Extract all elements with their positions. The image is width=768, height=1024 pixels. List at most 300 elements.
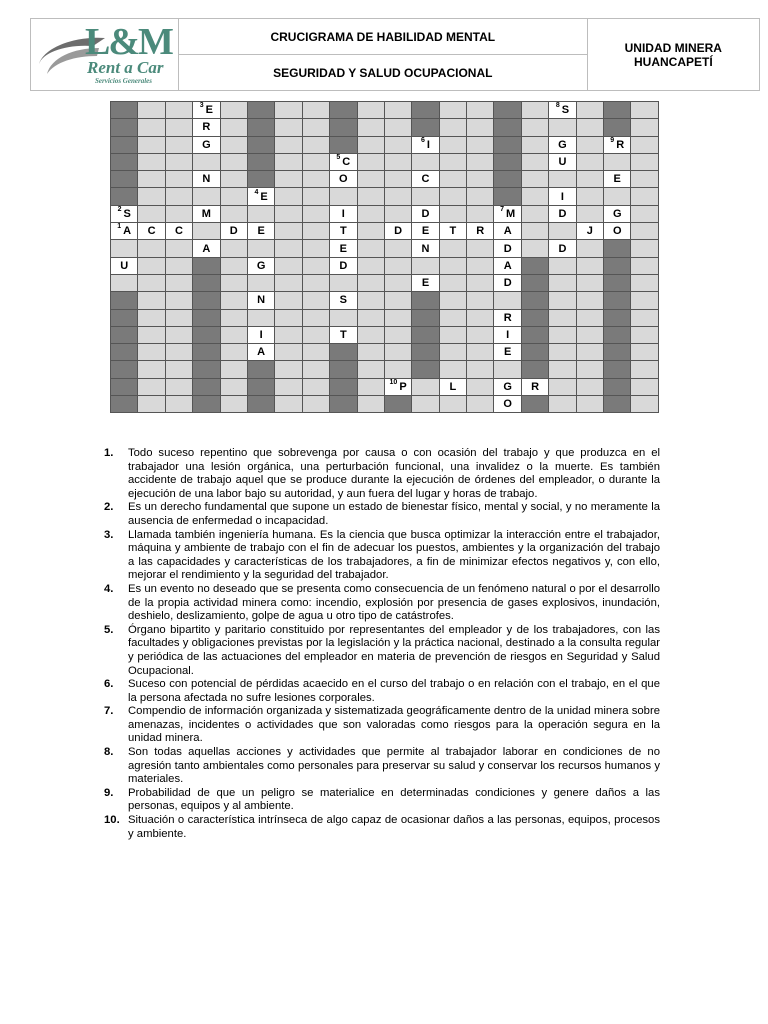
- empty-cell[interactable]: [193, 223, 220, 240]
- empty-cell[interactable]: [384, 119, 411, 136]
- empty-cell[interactable]: [302, 378, 329, 395]
- empty-cell[interactable]: [357, 396, 384, 413]
- empty-cell[interactable]: [302, 292, 329, 309]
- empty-cell[interactable]: [138, 205, 165, 222]
- empty-cell[interactable]: [494, 361, 521, 378]
- empty-cell[interactable]: [631, 188, 658, 205]
- empty-cell[interactable]: [275, 136, 302, 153]
- empty-cell[interactable]: [631, 171, 658, 188]
- empty-cell[interactable]: [467, 205, 494, 222]
- empty-cell[interactable]: [357, 188, 384, 205]
- letter-cell[interactable]: [138, 223, 165, 240]
- empty-cell[interactable]: [439, 188, 466, 205]
- empty-cell[interactable]: [138, 119, 165, 136]
- empty-cell[interactable]: [357, 171, 384, 188]
- empty-cell[interactable]: [384, 171, 411, 188]
- empty-cell[interactable]: [220, 240, 247, 257]
- empty-cell[interactable]: [412, 257, 439, 274]
- empty-cell[interactable]: [165, 309, 192, 326]
- empty-cell[interactable]: [412, 378, 439, 395]
- letter-cell[interactable]: [193, 102, 220, 119]
- letter-cell[interactable]: [193, 171, 220, 188]
- empty-cell[interactable]: [439, 171, 466, 188]
- empty-cell[interactable]: [357, 274, 384, 291]
- empty-cell[interactable]: [220, 292, 247, 309]
- empty-cell[interactable]: [165, 326, 192, 343]
- empty-cell[interactable]: [439, 292, 466, 309]
- empty-cell[interactable]: [138, 136, 165, 153]
- letter-cell[interactable]: [439, 378, 466, 395]
- letter-cell[interactable]: [412, 171, 439, 188]
- empty-cell[interactable]: [439, 119, 466, 136]
- empty-cell[interactable]: [138, 240, 165, 257]
- empty-cell[interactable]: [165, 240, 192, 257]
- empty-cell[interactable]: [247, 309, 274, 326]
- empty-cell[interactable]: [357, 153, 384, 170]
- empty-cell[interactable]: [549, 223, 576, 240]
- letter-cell[interactable]: [165, 223, 192, 240]
- letter-cell[interactable]: [494, 309, 521, 326]
- empty-cell[interactable]: [220, 205, 247, 222]
- empty-cell[interactable]: [165, 344, 192, 361]
- empty-cell[interactable]: [439, 274, 466, 291]
- empty-cell[interactable]: [631, 257, 658, 274]
- empty-cell[interactable]: [576, 378, 603, 395]
- empty-cell[interactable]: [220, 396, 247, 413]
- empty-cell[interactable]: [467, 119, 494, 136]
- letter-cell[interactable]: [412, 240, 439, 257]
- empty-cell[interactable]: [357, 361, 384, 378]
- empty-cell[interactable]: [631, 344, 658, 361]
- empty-cell[interactable]: [302, 188, 329, 205]
- empty-cell[interactable]: [138, 102, 165, 119]
- empty-cell[interactable]: [165, 119, 192, 136]
- empty-cell[interactable]: [138, 257, 165, 274]
- cell-letter: D: [394, 225, 403, 238]
- empty-cell[interactable]: [631, 102, 658, 119]
- empty-cell[interactable]: [275, 153, 302, 170]
- empty-cell[interactable]: [193, 188, 220, 205]
- empty-cell[interactable]: [576, 102, 603, 119]
- empty-cell[interactable]: [357, 136, 384, 153]
- empty-cell[interactable]: [220, 153, 247, 170]
- empty-cell[interactable]: [631, 378, 658, 395]
- empty-cell[interactable]: [357, 257, 384, 274]
- empty-cell[interactable]: [439, 396, 466, 413]
- empty-cell[interactable]: [220, 102, 247, 119]
- empty-cell[interactable]: [521, 223, 548, 240]
- empty-cell[interactable]: [165, 396, 192, 413]
- empty-cell[interactable]: [165, 171, 192, 188]
- empty-cell[interactable]: [220, 188, 247, 205]
- letter-cell[interactable]: [549, 136, 576, 153]
- letter-cell[interactable]: [494, 378, 521, 395]
- empty-cell[interactable]: [384, 344, 411, 361]
- empty-cell[interactable]: [631, 396, 658, 413]
- empty-cell[interactable]: [275, 205, 302, 222]
- empty-cell[interactable]: [247, 205, 274, 222]
- empty-cell[interactable]: [631, 361, 658, 378]
- empty-cell[interactable]: [384, 257, 411, 274]
- empty-cell[interactable]: [138, 274, 165, 291]
- letter-cell[interactable]: [111, 257, 138, 274]
- empty-cell[interactable]: [384, 205, 411, 222]
- empty-cell[interactable]: [467, 171, 494, 188]
- letter-cell[interactable]: [549, 188, 576, 205]
- letter-cell[interactable]: [521, 378, 548, 395]
- empty-cell[interactable]: [467, 188, 494, 205]
- empty-cell[interactable]: [439, 240, 466, 257]
- letter-cell[interactable]: [549, 205, 576, 222]
- empty-cell[interactable]: [576, 136, 603, 153]
- empty-cell[interactable]: [138, 361, 165, 378]
- empty-cell[interactable]: [165, 102, 192, 119]
- empty-cell[interactable]: [220, 361, 247, 378]
- empty-cell[interactable]: [384, 102, 411, 119]
- empty-cell[interactable]: [275, 361, 302, 378]
- empty-cell[interactable]: [357, 378, 384, 395]
- empty-cell[interactable]: [439, 326, 466, 343]
- empty-cell[interactable]: [111, 240, 138, 257]
- empty-cell[interactable]: [275, 223, 302, 240]
- empty-cell[interactable]: [220, 344, 247, 361]
- empty-cell[interactable]: [302, 257, 329, 274]
- empty-cell[interactable]: [467, 361, 494, 378]
- empty-cell[interactable]: [302, 153, 329, 170]
- clue-item-number: 5.: [104, 623, 114, 636]
- empty-cell[interactable]: [521, 205, 548, 222]
- empty-cell[interactable]: [302, 223, 329, 240]
- empty-cell[interactable]: [576, 396, 603, 413]
- empty-cell[interactable]: [357, 326, 384, 343]
- letter-cell[interactable]: [576, 223, 603, 240]
- letter-cell[interactable]: [549, 240, 576, 257]
- clue-list: [104, 447, 660, 841]
- letter-cell[interactable]: [604, 205, 631, 222]
- empty-cell[interactable]: [631, 223, 658, 240]
- empty-cell[interactable]: [138, 188, 165, 205]
- empty-cell[interactable]: [275, 257, 302, 274]
- letter-cell[interactable]: [494, 240, 521, 257]
- empty-cell[interactable]: [439, 344, 466, 361]
- letter-cell[interactable]: [193, 119, 220, 136]
- empty-cell[interactable]: [275, 188, 302, 205]
- empty-cell[interactable]: [357, 292, 384, 309]
- empty-cell[interactable]: [549, 274, 576, 291]
- letter-cell[interactable]: [604, 136, 631, 153]
- empty-cell[interactable]: [549, 257, 576, 274]
- empty-cell[interactable]: [138, 326, 165, 343]
- letter-cell[interactable]: [330, 223, 357, 240]
- empty-cell[interactable]: [275, 119, 302, 136]
- letter-cell[interactable]: [494, 344, 521, 361]
- empty-cell[interactable]: [220, 378, 247, 395]
- empty-cell[interactable]: [439, 102, 466, 119]
- empty-cell[interactable]: [467, 378, 494, 395]
- letter-cell[interactable]: [330, 257, 357, 274]
- empty-cell[interactable]: [165, 153, 192, 170]
- empty-cell[interactable]: [302, 309, 329, 326]
- empty-cell[interactable]: [357, 102, 384, 119]
- empty-cell[interactable]: [576, 257, 603, 274]
- empty-cell[interactable]: [220, 309, 247, 326]
- empty-cell[interactable]: [467, 292, 494, 309]
- letter-cell[interactable]: [330, 153, 357, 170]
- empty-cell[interactable]: [412, 396, 439, 413]
- empty-cell[interactable]: [467, 344, 494, 361]
- empty-cell[interactable]: [220, 274, 247, 291]
- empty-cell[interactable]: [247, 240, 274, 257]
- letter-cell[interactable]: [494, 274, 521, 291]
- empty-cell[interactable]: [576, 309, 603, 326]
- grid-row: [111, 344, 659, 361]
- empty-cell[interactable]: [165, 378, 192, 395]
- empty-cell[interactable]: [549, 119, 576, 136]
- empty-cell[interactable]: [631, 119, 658, 136]
- letter-cell[interactable]: [247, 188, 274, 205]
- empty-cell[interactable]: [384, 274, 411, 291]
- letter-cell[interactable]: [549, 102, 576, 119]
- empty-cell[interactable]: [631, 326, 658, 343]
- empty-cell[interactable]: [138, 344, 165, 361]
- empty-cell[interactable]: [302, 344, 329, 361]
- empty-cell[interactable]: [439, 257, 466, 274]
- letter-cell[interactable]: [412, 136, 439, 153]
- letter-cell[interactable]: [494, 205, 521, 222]
- empty-cell[interactable]: [357, 119, 384, 136]
- letter-cell[interactable]: [494, 326, 521, 343]
- empty-cell[interactable]: [330, 274, 357, 291]
- empty-cell[interactable]: [576, 292, 603, 309]
- cell-letter: E: [257, 225, 265, 238]
- letter-cell[interactable]: [412, 223, 439, 240]
- empty-cell[interactable]: [631, 153, 658, 170]
- empty-cell[interactable]: [412, 153, 439, 170]
- empty-cell[interactable]: [138, 292, 165, 309]
- empty-cell[interactable]: [165, 136, 192, 153]
- empty-cell[interactable]: [275, 344, 302, 361]
- empty-cell[interactable]: [549, 171, 576, 188]
- letter-cell[interactable]: [193, 136, 220, 153]
- empty-cell[interactable]: [275, 102, 302, 119]
- empty-cell[interactable]: [549, 326, 576, 343]
- letter-cell[interactable]: [604, 171, 631, 188]
- letter-cell[interactable]: [604, 223, 631, 240]
- empty-cell[interactable]: [302, 102, 329, 119]
- empty-cell[interactable]: [302, 274, 329, 291]
- letter-cell[interactable]: [193, 240, 220, 257]
- empty-cell[interactable]: [357, 205, 384, 222]
- empty-cell[interactable]: [275, 240, 302, 257]
- empty-cell[interactable]: [576, 188, 603, 205]
- empty-cell[interactable]: [631, 292, 658, 309]
- empty-cell[interactable]: [302, 171, 329, 188]
- empty-cell[interactable]: [576, 326, 603, 343]
- empty-cell[interactable]: [220, 171, 247, 188]
- empty-cell[interactable]: [576, 153, 603, 170]
- letter-cell[interactable]: [247, 344, 274, 361]
- empty-cell[interactable]: [384, 240, 411, 257]
- letter-cell[interactable]: [247, 257, 274, 274]
- empty-cell[interactable]: [384, 309, 411, 326]
- letter-cell[interactable]: [494, 396, 521, 413]
- empty-cell[interactable]: [576, 344, 603, 361]
- empty-cell[interactable]: [412, 188, 439, 205]
- letter-cell[interactable]: [412, 274, 439, 291]
- empty-cell[interactable]: [220, 257, 247, 274]
- empty-cell[interactable]: [631, 136, 658, 153]
- grid-row: [111, 396, 659, 413]
- empty-cell[interactable]: [604, 188, 631, 205]
- empty-cell[interactable]: [302, 361, 329, 378]
- empty-cell[interactable]: [576, 205, 603, 222]
- empty-cell[interactable]: [302, 205, 329, 222]
- blocked-cell: [494, 171, 521, 188]
- letter-cell[interactable]: [412, 205, 439, 222]
- letter-cell[interactable]: [111, 205, 138, 222]
- empty-cell[interactable]: [467, 274, 494, 291]
- clue-item: [104, 501, 660, 528]
- empty-cell[interactable]: [631, 274, 658, 291]
- empty-cell[interactable]: [275, 326, 302, 343]
- empty-cell[interactable]: [138, 396, 165, 413]
- empty-cell[interactable]: [467, 153, 494, 170]
- empty-cell[interactable]: [384, 292, 411, 309]
- cell-letter: O: [339, 173, 348, 186]
- empty-cell[interactable]: [357, 309, 384, 326]
- empty-cell[interactable]: [576, 361, 603, 378]
- empty-cell[interactable]: [604, 153, 631, 170]
- empty-cell[interactable]: [467, 257, 494, 274]
- empty-cell[interactable]: [384, 326, 411, 343]
- letter-cell[interactable]: [330, 240, 357, 257]
- letter-cell[interactable]: [494, 223, 521, 240]
- empty-cell[interactable]: [275, 396, 302, 413]
- empty-cell[interactable]: [549, 309, 576, 326]
- empty-cell[interactable]: [220, 136, 247, 153]
- letter-cell[interactable]: [384, 223, 411, 240]
- empty-cell[interactable]: [302, 326, 329, 343]
- empty-cell[interactable]: [576, 119, 603, 136]
- empty-cell[interactable]: [302, 396, 329, 413]
- letter-cell[interactable]: [549, 153, 576, 170]
- empty-cell[interactable]: [467, 396, 494, 413]
- empty-cell[interactable]: [467, 136, 494, 153]
- letter-cell[interactable]: [384, 378, 411, 395]
- empty-cell[interactable]: [138, 171, 165, 188]
- letter-cell[interactable]: [467, 223, 494, 240]
- letter-cell[interactable]: [247, 292, 274, 309]
- letter-cell[interactable]: [330, 326, 357, 343]
- empty-cell[interactable]: [631, 240, 658, 257]
- letter-cell[interactable]: [494, 257, 521, 274]
- empty-cell[interactable]: [138, 378, 165, 395]
- empty-cell[interactable]: [576, 171, 603, 188]
- empty-cell[interactable]: [521, 188, 548, 205]
- empty-cell[interactable]: [302, 136, 329, 153]
- empty-cell[interactable]: [302, 119, 329, 136]
- empty-cell[interactable]: [384, 136, 411, 153]
- empty-cell[interactable]: [521, 136, 548, 153]
- empty-cell[interactable]: [494, 292, 521, 309]
- empty-cell[interactable]: [549, 378, 576, 395]
- empty-cell[interactable]: [576, 240, 603, 257]
- letter-cell[interactable]: [220, 223, 247, 240]
- empty-cell[interactable]: [330, 309, 357, 326]
- empty-cell[interactable]: [467, 326, 494, 343]
- empty-cell[interactable]: [439, 205, 466, 222]
- empty-cell[interactable]: [439, 361, 466, 378]
- empty-cell[interactable]: [357, 240, 384, 257]
- letter-cell[interactable]: [247, 223, 274, 240]
- empty-cell[interactable]: [165, 205, 192, 222]
- empty-cell[interactable]: [275, 309, 302, 326]
- empty-cell[interactable]: [138, 309, 165, 326]
- letter-cell[interactable]: [439, 223, 466, 240]
- empty-cell[interactable]: [138, 153, 165, 170]
- empty-cell[interactable]: [576, 274, 603, 291]
- empty-cell[interactable]: [549, 361, 576, 378]
- empty-cell[interactable]: [275, 378, 302, 395]
- crossword-grid: [110, 101, 659, 413]
- letter-cell[interactable]: [111, 223, 138, 240]
- empty-cell[interactable]: [439, 153, 466, 170]
- empty-cell[interactable]: [275, 171, 302, 188]
- empty-cell[interactable]: [165, 361, 192, 378]
- empty-cell[interactable]: [220, 326, 247, 343]
- empty-cell[interactable]: [467, 102, 494, 119]
- letter-cell[interactable]: [193, 205, 220, 222]
- empty-cell[interactable]: [275, 274, 302, 291]
- empty-cell[interactable]: [521, 119, 548, 136]
- letter-cell[interactable]: [330, 205, 357, 222]
- empty-cell[interactable]: [521, 240, 548, 257]
- empty-cell[interactable]: [467, 240, 494, 257]
- empty-cell[interactable]: [275, 292, 302, 309]
- empty-cell[interactable]: [467, 309, 494, 326]
- empty-cell[interactable]: [521, 171, 548, 188]
- empty-cell[interactable]: [357, 223, 384, 240]
- empty-cell[interactable]: [384, 361, 411, 378]
- empty-cell[interactable]: [549, 292, 576, 309]
- empty-cell[interactable]: [631, 205, 658, 222]
- empty-cell[interactable]: [439, 309, 466, 326]
- empty-cell[interactable]: [384, 153, 411, 170]
- empty-cell[interactable]: [549, 344, 576, 361]
- empty-cell[interactable]: [165, 292, 192, 309]
- empty-cell[interactable]: [220, 119, 247, 136]
- empty-cell[interactable]: [384, 188, 411, 205]
- empty-cell[interactable]: [302, 240, 329, 257]
- empty-cell[interactable]: [111, 274, 138, 291]
- letter-cell[interactable]: [247, 326, 274, 343]
- empty-cell[interactable]: [330, 188, 357, 205]
- empty-cell[interactable]: [521, 153, 548, 170]
- empty-cell[interactable]: [549, 396, 576, 413]
- letter-cell[interactable]: [330, 171, 357, 188]
- empty-cell[interactable]: [521, 102, 548, 119]
- empty-cell[interactable]: [165, 257, 192, 274]
- empty-cell[interactable]: [357, 344, 384, 361]
- empty-cell[interactable]: [439, 136, 466, 153]
- empty-cell[interactable]: [247, 274, 274, 291]
- empty-cell[interactable]: [193, 153, 220, 170]
- letter-cell[interactable]: [330, 292, 357, 309]
- empty-cell[interactable]: [165, 274, 192, 291]
- empty-cell[interactable]: [631, 309, 658, 326]
- cell-letter: U: [558, 156, 567, 169]
- empty-cell[interactable]: [165, 188, 192, 205]
